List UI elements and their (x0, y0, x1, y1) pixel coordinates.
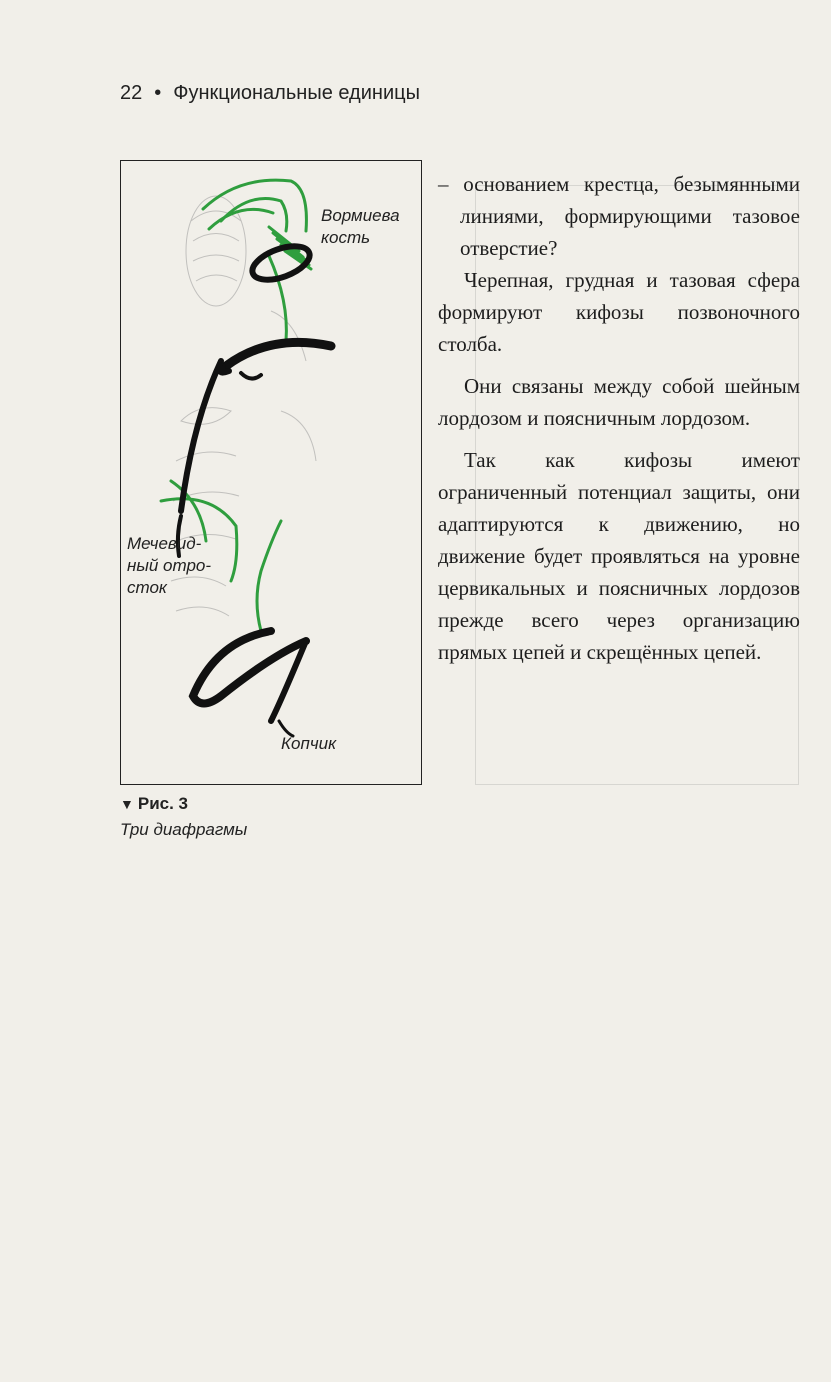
figure-frame (120, 160, 422, 785)
header-bullet: • (154, 82, 162, 104)
paragraph: Так как кифозы имеют ограниченный потенциал защиты, они адаптируются к движению, но движение будет проявляться на уровне цервикальных и поясничных лордозов прежде всего через организацию прямых цепей и скрещённых цепей. (438, 448, 800, 664)
caption-figure-number: Рис. 3 (137, 794, 189, 813)
running-head (120, 82, 420, 105)
xiphoid-process-label: Мечевид- ный отро- сток (127, 534, 212, 597)
paragraph: Они связаны между собой шейным лордозом и поясничным лордозом. (438, 374, 800, 430)
caption-triangle-icon: ▼ (120, 796, 134, 812)
figure-caption-label (120, 794, 188, 814)
list-item: – основанием крестца, безымянными линиями, формирующими тазовое отверстие? (438, 172, 800, 260)
section-title: Функциональные единицы (173, 82, 420, 104)
black-diaphragms (178, 240, 331, 736)
figure-caption-title: Три диафрагмы (120, 820, 248, 839)
paragraph: Черепная, грудная и тазовая сфера формируют кифозы позвоночного столба. (438, 268, 800, 356)
vormian-bone-label: Вормиева кость (321, 206, 400, 247)
body-text (438, 168, 800, 668)
coccyx-label: Копчик (281, 734, 337, 753)
three-diaphragms-drawing (121, 161, 423, 786)
page-number: 22 (120, 82, 143, 104)
